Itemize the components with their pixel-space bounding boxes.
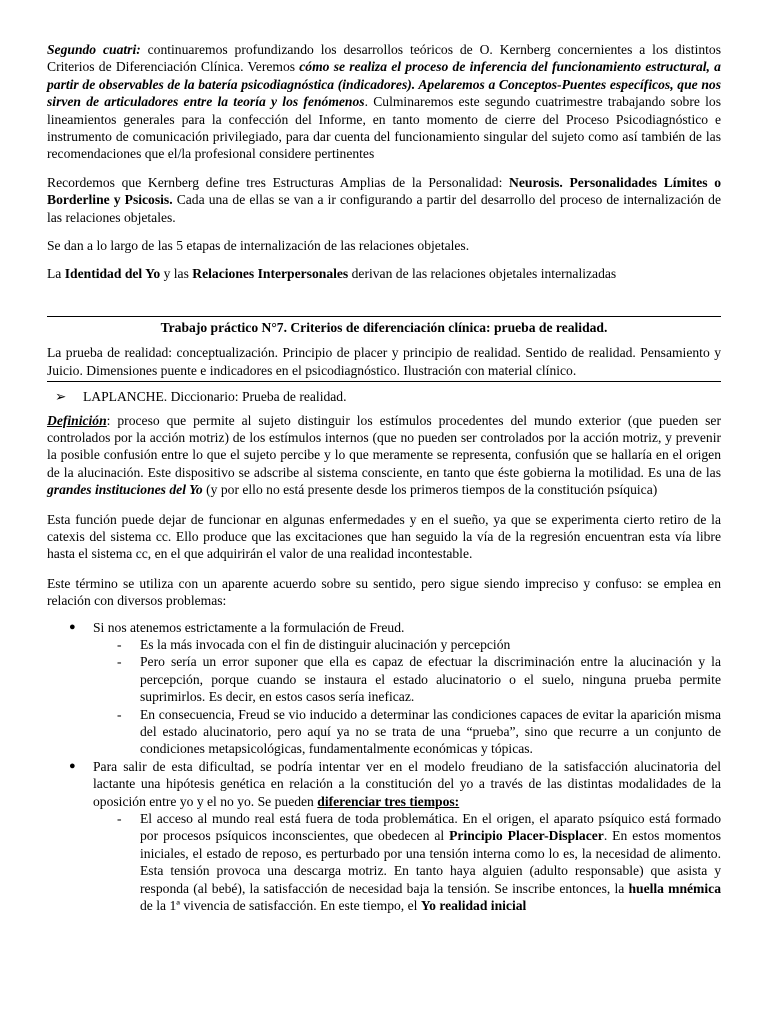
list-item: - El acceso al mundo real está fuera de toda problemática. En el origen, el aparato psíquico está formado por procesos psíquicos inconscientes, que obedecen al Principio Placer-Displacer. En estos momentos iniciales, el estado de reposo, es perturbado por una tensión interna como lo es, la necesidad de alimento. Esta tensión provoca una descarga motriz. En tanto haya alguien (adulto responsable) que asista y responda (al bebé), la satisfacción de necesidad baja la tensión. Se inscribe entonces, la huella mnémica de la 1ª vivencia de satisfacción. En este tiempo, el Yo realidad inicial [117,811,721,914]
intro-paragraph-2: Recordemos que Kernberg define tres Estructuras Amplias de la Personalidad: Neurosis. Personalidades Límites o Borderline y Psicosis. Cada una de ellas se van a ir configurando a partir del desarrollo del proceso de internalización de las relaciones objetales. [47,174,721,225]
section-rule-top [47,316,721,317]
reference-item [47,388,721,405]
dash-icon: - [117,811,122,827]
dash-icon: - [117,636,122,652]
dash-icon: - [117,654,122,670]
section-rule-bottom [47,381,721,382]
sub-list [47,810,721,914]
intro-paragraph-3: Se dan a lo largo de las 5 etapas de internalización de las relaciones objetales. [47,238,470,254]
definition-paragraph: Definición: proceso que permite al sujeto distinguir los estímulos procedentes del mundo exterior (que pueden ser controlados por la acción motriz) de los estímulos internos (que no pueden ser controlados por la acción motriz, y prevenir la posible confusión entre lo que el sujeto percibe y lo que meramente se representa, confusión que se hallaría en el origen de la alucinación. Este dispositivo se adscribe al sistema consciente, en tanto que éste gobierna la motilidad. Es una de las grandes instituciones del Yo (y por ello no está presente desde los primeros tiempos de la constitución psíquica) [47,412,721,498]
list-item: - Pero sería un error suponer que ella es capaz de efectuar la discriminación entre la alucinación y la percepción, porque cuando se instaura el estado alucinatorio o el suelo, ninguna prueba permite suprimirlos. Es decir, en estos casos sería ineficaz. [117,654,721,705]
function-paragraph: Esta función puede dejar de funcionar en algunas enfermedades y en el sueño, ya que se experimenta cierto retiro de la catexis del sistema cc. Ello produce que las excitaciones que han seguido la vía de la regresión encuentran esta vía libre hasta el sistema cc, en el que adquirirán el valor de una realidad incontestable. [47,511,721,562]
list-item: - En consecuencia, Freud se vio inducido a determinar las condiciones capaces de evitar la aparición misma del estado alucinatorio, pero aquí ya no se trata de una “prueba”, sino que recurre a un conjunto de condiciones metapsicológicas, fundamentalmente económicas y tópicas. [117,706,721,757]
problems-list [47,619,721,915]
intro-paragraph-1: Segundo cuatri: continuaremos profundizando los desarrollos teóricos de O. Kernberg concernientes a los distintos Criterios de Diferenciación Clínica. Veremos cómo se realiza el proceso de inferencia del funcionamiento estructural, a partir de observables de la batería psicodiagnóstica (indicadores). Apelaremos a Conceptos-Puentes específicos, que nos sirven de articuladores entre la teoría y los fenómenos. Culminaremos este segundo cuatrimestre trabajando sobre los lineamientos generales para la confección del Informe, en tanto momento de cierre del Proceso Psicodiagnóstico e instrumento de comunicación privilegiado, para dar cuenta del funcionamiento singular del sujeto como así también de las recomendaciones que el/la profesional considere pertinentes [47,42,722,162]
reference-text: LAPLANCHE. Diccionario: Prueba de realidad. [83,389,347,405]
intro-paragraph-4: La Identidad del Yo y las Relaciones Interpersonales derivan de las relaciones objetales internalizadas [47,266,617,282]
practical-summary: La prueba de realidad: conceptualización. Principio de placer y principio de realidad. Sentido de realidad. Pensamiento y Juicio. Dimensiones puente e indicadores en el psicodiagnóstico. Ilustración con material clínico. [47,345,721,378]
dash-icon: - [117,706,122,722]
practical-title: Trabajo práctico N°7. Criterios de diferenciación clínica: prueba de realidad. [160,319,608,335]
term-paragraph: Este término se utiliza con un aparente acuerdo sobre su sentido, pero sigue siendo impreciso y confuso: se emplea en relación con diversos problemas: [47,575,721,609]
bullet-icon: ● [69,759,76,772]
list-item: ● Para salir de esta dificultad, se podría intentar ver en el modelo freudiano de la satisfacción alucinatoria del lactante una hipótesis genética en relación a la constitución del yo a través de las distintas modalidades de la oposición entre yo y el no yo. Se pueden diferenciar tres tiempos: - El acceso al mundo real está fuera de toda problemática. En el origen, el aparato psíquico está formado por procesos psíquicos inconscientes, que obedecen al Principio Placer-Displacer. En estos momentos iniciales, el estado de reposo, es perturbado por una tensión interna como lo es, la necesidad de alimento. Esta tensión provoca una descarga motriz. En tanto haya alguien (adulto responsable) que asista y responda (al bebé), la satisfacción de necesidad baja la tensión. Se inscribe entonces, la huella mnémica de la 1ª vivencia de satisfacción. En este tiempo, el Yo realidad inicial [47,758,721,915]
semester-lead: Segundo cuatri: [47,42,141,57]
definition-lead: Definición [47,412,107,428]
sub-list [47,636,721,758]
list-item: ● Si nos atenemos estrictamente a la formulación de Freud. - Es la más invocada con el fin de distinguir alucinación y percepción - Pero sería un error suponer que ella es capaz de efectuar la discriminación entre la alucinación y la percepción, porque cuando se instaura el estado alucinatorio o el suelo, ninguna prueba permite suprimirlos. Es decir, en estos casos sería ineficaz. - En consecuencia, Freud se vio inducido a determinar las condiciones capaces de evitar la aparición misma del estado alucinatorio, pero aquí ya no se trata de una “prueba”, sino que recurre a un conjunto de condiciones metapsicológicas, fundamentalmente económicas y tópicas. [47,619,721,758]
bullet-icon: ● [69,620,76,633]
arrow-bullet-icon: ➢ [55,389,67,405]
list-item: - Es la más invocada con el fin de distinguir alucinación y percepción [117,636,511,652]
